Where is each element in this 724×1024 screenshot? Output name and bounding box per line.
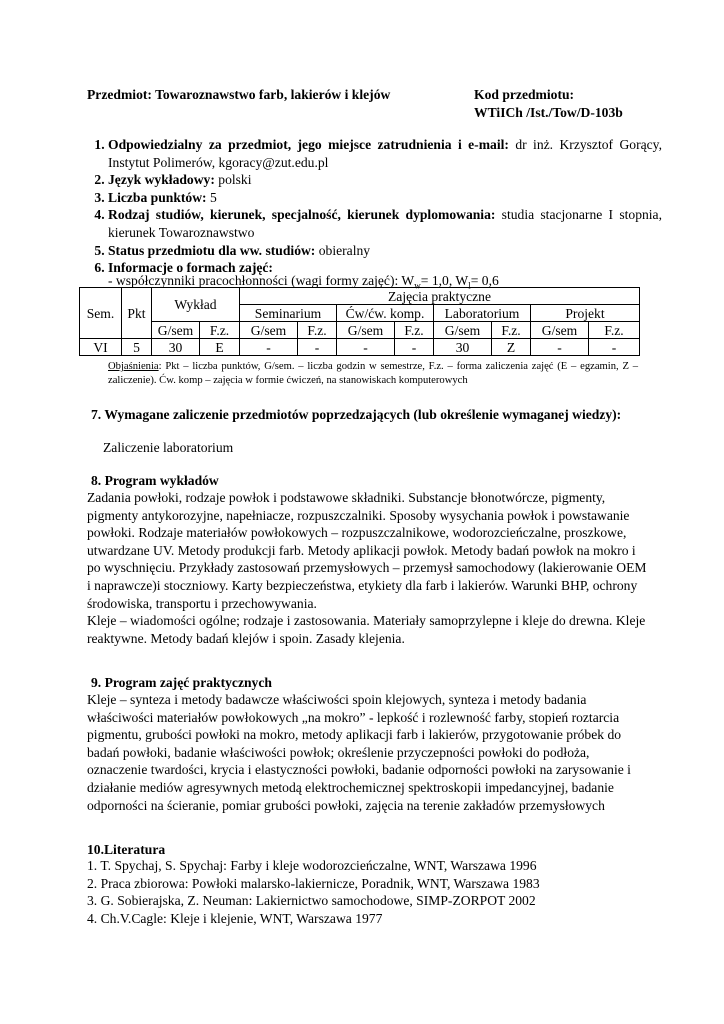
header-sem: Sem. [80,288,122,339]
header-exercise: Ćw/ćw. komp. [337,305,434,322]
col-gsem: G/sem [531,322,589,339]
info-label: Informacje o formach zajęć: [108,260,273,276]
info-value: polski [214,172,252,188]
col-gsem: G/sem [152,322,200,339]
header-pkt: Pkt [122,288,152,339]
header-lecture: Wykład [152,288,240,322]
info-value: studia stacjonarne I stopnia, kierunek Towaroznawstwo [108,207,662,240]
col-fz: F.z. [298,322,337,339]
literature-list [87,857,647,927]
subject-code-label: Kod przedmiotu: [474,87,575,102]
col-gsem: G/sem [434,322,492,339]
header-seminar: Seminarium [240,305,337,322]
section-9-body [87,691,647,814]
lecture-program-paragraph: Zadania powłoki, rodzaje powłok i podstawowe składniki. Substancje błonotwórcze, pigmenty, pigmenty antykorozyjne, napełniacze, rozpuszczalniki. Sposoby wysychania powłok i powstawanie powłoki. Rodzaje materiałów powłokowych – rozpuszczalnikowe, wodorozcieńczalne, proszkowe, utwardzane UV. Metody produkcji farb. Metody aplikacji powłok. Metody badań powłok na mokro i po wyschnięciu. Przykłady zastosowań przemysłowych – przemysł samochodowy (lakierowanie OEM i naprawcze)i stoczniowy. Karty bezpieczeństwa, etykiety dla farb i lakierów. Warunki BHP, ochrony środowiska, transportu i przechowywania. [87,490,647,611]
course-forms-table [79,287,640,356]
col-gsem: G/sem [240,322,298,339]
info-label: Odpowiedzialny za przedmiot, jego miejsce zatrudnienia i e-mail: [108,137,509,152]
info-label: Język wykładowy: [108,172,215,188]
section-8-body [87,489,647,647]
practical-program-paragraph: Kleje – synteza i metody badawcze właściwości spoin klejowych, synteza i metody badania właściwości materiałów powłokowych „na mokro” - lepkość i rozlewność farby, stopień roztarcia pigmentu, grubości powłoki na mokro, metody aplikacji farb i lakierów, przygotowanie próbek do badań powłoki, badanie właściwości powłok; określenie przyczepności powłoki do podłoża, oznaczenie twardości, krycia i elastyczności powłoki, badanie odporności powłoki na zarysowanie i działanie mediów agresywnych metodą elektrochemicznej spektroskopii impedancyjnej, badanie odporności na ścieranie, pomiar grubości powłoki, zajęcia na terenie zakładów przemysłowych [87,692,631,813]
header-lab: Laboratorium [434,305,531,322]
section-9-title: 9. Program zajęć praktycznych [91,675,272,690]
legend-label: Objaśnienia [108,361,159,372]
info-label: Liczba punktów: [108,189,207,205]
literature-item: 3. G. Sobierajska, Z. Neuman: Lakiernictwo samochodowe, SIMP-ZORPOT 2002 [87,893,536,909]
cell-sem: VI [80,339,122,356]
info-item-responsible [108,136,662,171]
col-fz: F.z. [589,322,640,339]
lecture-program-paragraph: Kleje – wiadomości ogólne; rodzaje i zastosowania. Materiały samoprzylepne i kleje do drewna. Kleje reaktywne. Metody badań klejów i spoin. Zasady klejenia. [87,613,646,646]
cell-project-gsem: - [531,339,589,356]
cell-lab-gsem: 30 [434,339,492,356]
info-item-status [108,242,662,260]
info-list [86,136,662,277]
cell-seminar-fz: - [298,339,337,356]
subject-code-value: WTiICh /Ist./Tow/D-103b [474,105,623,120]
cell-project-fz: - [589,339,640,356]
col-fz: F.z. [200,322,240,339]
section-10-title: 10.Literatura [87,842,166,857]
cell-exercise-gsem: - [337,339,395,356]
cell-exercise-fz: - [395,339,434,356]
info-value: dr inż. Krzysztof Gorący, Instytut Polimerów, kgoracy@zut.edu.pl [108,137,662,170]
col-gsem: G/sem [337,322,395,339]
info-value: 5 [206,189,217,205]
section-7-title: 7. Wymagane zaliczenie przedmiotów poprzedzających (lub określenie wymaganej wiedzy): [91,407,622,422]
table-row [80,339,640,356]
cell-lecture-gsem: 30 [152,339,200,356]
col-fz: F.z. [395,322,434,339]
info-value: obieralny [315,242,371,258]
literature-item: 2. Praca zbiorowa: Powłoki malarsko-lakiernicze, Poradnik, WNT, Warszawa 1983 [87,875,540,891]
legend-text: : Pkt – liczba punktów, G/sem. – liczba godzin w semestrze, F.z. – forma zaliczenia zajęć (E – egzamin, Z – zaliczenie). Ćw. komp – zajęcia w formie ćwiczeń, na stanowiskach komputerowych [108,361,638,386]
section-8-title: 8. Program wykładów [91,473,219,488]
cell-pkt: 5 [122,339,152,356]
cell-lab-fz: Z [492,339,531,356]
literature-item: 4. Ch.V.Cagle: Kleje i klejenie, WNT, Warszawa 1977 [87,910,383,926]
section-7-body: Zaliczenie laboratorium [103,440,234,455]
subject-title: Przedmiot: Towaroznawstwo farb, lakierów i klejów [87,87,391,102]
literature-item: 1. T. Spychaj, S. Spychaj: Farby i kleje wodorozcieńczalne, WNT, Warszawa 1996 [87,858,537,873]
workload-coefficients: - współczynniki pracochłonności (wagi formy zajęć): $W_w= 1,0$, $W_l= 0,6$ [108,273,499,291]
info-label: Rodzaj studiów, kierunek, specjalność, kierunek dyplomowania: [108,207,496,223]
header-project: Projekt [531,305,640,322]
info-item-study-type [108,206,662,241]
cell-seminar-gsem: - [240,339,298,356]
info-item-points [108,189,662,207]
cell-lecture-fz: E [200,339,240,356]
table-legend [108,360,638,388]
col-fz: F.z. [492,322,531,339]
info-item-language [108,171,662,189]
header-practical: Zajęcia praktyczne [240,288,640,305]
info-label: Status przedmiotu dla ww. studiów: [108,242,316,258]
